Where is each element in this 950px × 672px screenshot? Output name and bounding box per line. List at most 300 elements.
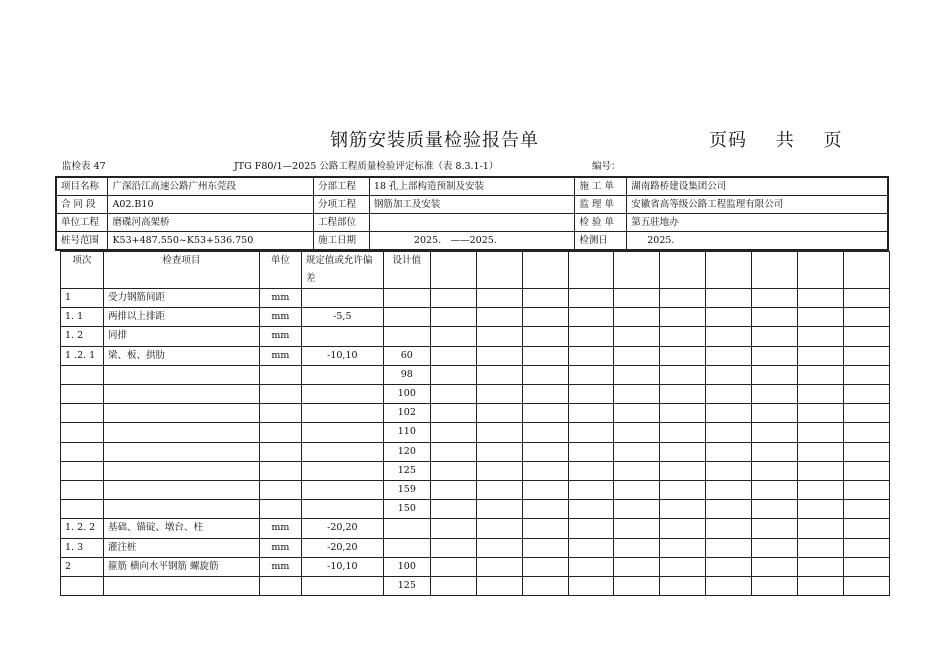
measure-cell: [476, 308, 522, 327]
measure-cell: [476, 577, 522, 596]
row-no: 1. 2. 2: [61, 519, 104, 538]
row-unit: mm: [259, 557, 301, 576]
measure-cell: [706, 481, 752, 500]
measure-cell: [706, 385, 752, 404]
row-item: 箍筋 横向水平钢筋 螺旋筋: [103, 557, 259, 576]
measure-cell: [568, 481, 614, 500]
station-range-label: 桩号范围: [56, 232, 108, 251]
table-row: [61, 538, 890, 557]
row-design: 100: [383, 385, 430, 404]
measure-cell: [798, 519, 844, 538]
table-row: [61, 423, 890, 442]
measure-cell: [752, 404, 798, 423]
info-row: [56, 196, 888, 214]
row-tolerance: -20,20: [301, 538, 383, 557]
table-row: [61, 289, 890, 308]
measure-cell: [614, 385, 660, 404]
measure-cell: [798, 404, 844, 423]
table-row: [61, 500, 890, 519]
measure-cell: [522, 442, 568, 461]
measure-cell: [614, 423, 660, 442]
measure-cell: [752, 577, 798, 596]
measure-cell: [798, 481, 844, 500]
table-row: [61, 519, 890, 538]
row-unit: mm: [259, 327, 301, 346]
row-tolerance: [301, 289, 383, 308]
measure-cell: [706, 252, 752, 289]
unit-project-label: 单位工程: [56, 214, 108, 232]
measure-cell: [752, 500, 798, 519]
measure-cell: [614, 557, 660, 576]
measure-cell: [430, 442, 476, 461]
measure-cell: [798, 557, 844, 576]
page-number-label: [709, 126, 864, 152]
measure-cell: [660, 327, 706, 346]
measure-cell: [430, 481, 476, 500]
row-design: 98: [383, 365, 430, 384]
measure-cell: [522, 519, 568, 538]
measure-cell: [752, 519, 798, 538]
info-row: [56, 232, 888, 251]
measure-cell: [660, 557, 706, 576]
measure-cell: [706, 557, 752, 576]
measure-cell: [522, 461, 568, 480]
measure-cell: [660, 289, 706, 308]
measure-cell: [752, 346, 798, 365]
measure-cell: [843, 461, 889, 480]
contractor-label: 施 工 单: [575, 177, 627, 196]
table-row: [61, 442, 890, 461]
measure-cell: [706, 538, 752, 557]
measure-cell: [798, 385, 844, 404]
measure-cell: [476, 252, 522, 289]
row-design: [383, 327, 430, 346]
measure-cell: [843, 481, 889, 500]
row-item: 基础、锚碇、墩台、柱: [103, 519, 259, 538]
measure-cell: [430, 461, 476, 480]
tolerance-line-1: 规定值或允许偏: [305, 255, 373, 266]
measure-cell: [660, 423, 706, 442]
measure-cell: [843, 557, 889, 576]
row-item: 同排: [103, 327, 259, 346]
measure-cell: [614, 519, 660, 538]
measure-cell: [430, 557, 476, 576]
measure-cell: [522, 385, 568, 404]
row-no: [61, 442, 104, 461]
measure-cell: [752, 252, 798, 289]
row-tolerance: [301, 481, 383, 500]
measure-cell: [843, 577, 889, 596]
row-item: 梁、板、拱肋: [103, 346, 259, 365]
table-row: [61, 577, 890, 596]
inspector-label: 检 验 单: [575, 214, 627, 232]
row-no: 1. 1: [61, 308, 104, 327]
project-name-value: 广深沿江高速公路广州东莞段: [108, 177, 314, 196]
measure-cell: [614, 327, 660, 346]
row-design: [383, 519, 430, 538]
measure-cell: [522, 557, 568, 576]
table-row: [61, 308, 890, 327]
measure-cell: [706, 442, 752, 461]
measure-cell: [430, 385, 476, 404]
row-item: [103, 365, 259, 384]
row-tolerance: [301, 500, 383, 519]
measure-cell: [522, 404, 568, 423]
measure-cell: [706, 577, 752, 596]
measure-cell: [706, 308, 752, 327]
measure-cell: [614, 308, 660, 327]
measure-cell: [660, 346, 706, 365]
col-header-tolerance: [301, 252, 383, 289]
row-unit: [259, 461, 301, 480]
row-no: 1: [61, 289, 104, 308]
measure-cell: [798, 252, 844, 289]
measure-cell: [843, 404, 889, 423]
measure-cell: [476, 423, 522, 442]
row-item: 受力钢筋间距: [103, 289, 259, 308]
measure-cell: [660, 461, 706, 480]
row-tolerance: -10,10: [301, 346, 383, 365]
row-design: 100: [383, 557, 430, 576]
measure-cell: [476, 346, 522, 365]
contract-section-label: 合 同 段: [56, 196, 108, 214]
measure-cell: [614, 404, 660, 423]
measure-cell: [568, 557, 614, 576]
info-row: [56, 214, 888, 232]
measure-cell: [614, 365, 660, 384]
row-unit: [259, 404, 301, 423]
row-tolerance: [301, 385, 383, 404]
measure-cell: [706, 327, 752, 346]
row-design: 102: [383, 404, 430, 423]
inspector-value: 第五驻地办: [627, 214, 888, 232]
row-no: [61, 365, 104, 384]
division-label: 分部工程: [314, 177, 370, 196]
measure-cell: [430, 423, 476, 442]
row-item: [103, 385, 259, 404]
construction-date-value: 2025. ——2025.: [369, 232, 574, 251]
test-date-label: 检测日: [575, 232, 627, 251]
row-tolerance: [301, 404, 383, 423]
measure-cell: [568, 461, 614, 480]
table-row: [61, 365, 890, 384]
row-tolerance: [301, 423, 383, 442]
row-no: 1. 2: [61, 327, 104, 346]
row-tolerance: [301, 442, 383, 461]
row-design: 125: [383, 577, 430, 596]
measure-cell: [614, 442, 660, 461]
row-item: 两排以上排距: [103, 308, 259, 327]
supervisor-value: 安徽省高等级公路工程监理有限公司: [627, 196, 888, 214]
measure-cell: [522, 289, 568, 308]
measure-cell: [476, 500, 522, 519]
contract-section-value: A02.B10: [108, 196, 314, 214]
sub-item-label: 分项工程: [314, 196, 370, 214]
construction-date-label: 施工日期: [314, 232, 370, 251]
row-tolerance: -20,20: [301, 519, 383, 538]
measure-cell: [843, 423, 889, 442]
measure-cell: [752, 538, 798, 557]
table-row: [61, 557, 890, 576]
row-unit: [259, 385, 301, 404]
row-no: [61, 404, 104, 423]
measure-cell: [568, 404, 614, 423]
table-row: [61, 346, 890, 365]
measure-cell: [752, 557, 798, 576]
measure-cell: [752, 308, 798, 327]
measure-cell: [798, 365, 844, 384]
measure-cell: [430, 289, 476, 308]
row-design: 120: [383, 442, 430, 461]
measure-cell: [568, 538, 614, 557]
measure-cell: [614, 500, 660, 519]
measure-cell: [476, 538, 522, 557]
measure-cell: [476, 519, 522, 538]
row-tolerance: [301, 577, 383, 596]
measure-cell: [476, 442, 522, 461]
measure-cell: [430, 519, 476, 538]
row-design: 60: [383, 346, 430, 365]
col-header-design: 设计值: [383, 252, 430, 289]
measure-cell: [522, 346, 568, 365]
row-item: [103, 404, 259, 423]
sub-item-value: 钢筋加工及安装: [369, 196, 574, 214]
table-row: [61, 404, 890, 423]
measure-cell: [476, 481, 522, 500]
measure-cell: [568, 289, 614, 308]
measure-cell: [706, 289, 752, 308]
row-item: [103, 442, 259, 461]
measure-cell: [660, 577, 706, 596]
measure-cell: [430, 500, 476, 519]
measure-cell: [522, 308, 568, 327]
measure-cell: [752, 442, 798, 461]
row-unit: mm: [259, 346, 301, 365]
row-design: 110: [383, 423, 430, 442]
measure-cell: [522, 538, 568, 557]
measure-cell: [614, 289, 660, 308]
measure-cell: [660, 385, 706, 404]
row-unit: [259, 577, 301, 596]
measure-cell: [476, 461, 522, 480]
project-name-label: 项目名称: [56, 177, 108, 196]
tolerance-line-2: 差: [305, 273, 316, 284]
measure-cell: [476, 289, 522, 308]
measure-cell: [798, 327, 844, 346]
measure-cell: [798, 500, 844, 519]
measure-cell: [568, 365, 614, 384]
measure-cell: [798, 442, 844, 461]
measure-cell: [660, 538, 706, 557]
location-value: [369, 214, 574, 232]
measure-cell: [568, 577, 614, 596]
row-unit: mm: [259, 308, 301, 327]
row-item: [103, 481, 259, 500]
measure-cell: [476, 385, 522, 404]
form-number: 监检表 47: [62, 161, 106, 172]
measure-cell: [522, 423, 568, 442]
row-unit: [259, 442, 301, 461]
measure-cell: [476, 404, 522, 423]
measure-cell: [752, 423, 798, 442]
location-label: 工程部位: [314, 214, 370, 232]
measure-cell: [568, 423, 614, 442]
measure-cell: [843, 289, 889, 308]
measure-cell: [660, 404, 706, 423]
measure-cell: [522, 252, 568, 289]
measure-cell: [752, 461, 798, 480]
row-tolerance: [301, 365, 383, 384]
row-unit: [259, 481, 301, 500]
measure-cell: [522, 577, 568, 596]
measure-cell: [706, 423, 752, 442]
measure-cell: [522, 365, 568, 384]
measure-cell: [843, 519, 889, 538]
measure-cell: [752, 289, 798, 308]
row-unit: mm: [259, 289, 301, 308]
table-row: [61, 481, 890, 500]
measure-cell: [476, 327, 522, 346]
table-row: [61, 327, 890, 346]
row-tolerance: [301, 327, 383, 346]
table-header-row: [61, 252, 890, 289]
measure-cell: [430, 538, 476, 557]
measure-cell: [798, 423, 844, 442]
measure-cell: [660, 442, 706, 461]
row-item: 灌注桩: [103, 538, 259, 557]
measure-cell: [430, 346, 476, 365]
row-unit: [259, 500, 301, 519]
measure-cell: [522, 327, 568, 346]
row-item: [103, 577, 259, 596]
measure-cell: [660, 519, 706, 538]
measure-cell: [430, 404, 476, 423]
row-design: [383, 289, 430, 308]
measure-cell: [568, 327, 614, 346]
project-info-table: [55, 176, 889, 251]
measure-cell: [843, 327, 889, 346]
measure-cell: [568, 500, 614, 519]
row-no: [61, 500, 104, 519]
measure-cell: [614, 481, 660, 500]
measure-cell: [752, 385, 798, 404]
row-no: 1. 3: [61, 538, 104, 557]
measure-cell: [843, 385, 889, 404]
measure-cell: [798, 538, 844, 557]
measure-cell: [798, 461, 844, 480]
row-no: [61, 461, 104, 480]
measure-cell: [752, 481, 798, 500]
row-item: [103, 461, 259, 480]
measure-cell: [660, 365, 706, 384]
row-tolerance: -10,10: [301, 557, 383, 576]
measure-cell: [568, 252, 614, 289]
measure-cell: [568, 442, 614, 461]
row-design: 150: [383, 500, 430, 519]
page-word-1: 页码: [709, 130, 747, 151]
col-header-unit: 单位: [259, 252, 301, 289]
table-row: [61, 461, 890, 480]
row-no: [61, 577, 104, 596]
measure-cell: [843, 538, 889, 557]
measure-cell: [522, 481, 568, 500]
inspection-table: [60, 251, 890, 596]
measure-cell: [568, 308, 614, 327]
station-range-value: K53+487.550~K53+536.750: [108, 232, 314, 251]
row-design: [383, 538, 430, 557]
col-header-item: 检查项目: [103, 252, 259, 289]
standard-reference: JTG F80/1—2025 公路工程质量检验评定标准（表 8.3.1-1）: [234, 161, 499, 172]
measure-cell: [798, 289, 844, 308]
measure-cell: [706, 365, 752, 384]
row-no: 2: [61, 557, 104, 576]
measure-cell: [568, 519, 614, 538]
row-unit: [259, 365, 301, 384]
measure-cell: [660, 252, 706, 289]
measure-cell: [752, 365, 798, 384]
row-no: [61, 481, 104, 500]
table-row: [61, 385, 890, 404]
measure-cell: [706, 500, 752, 519]
measure-cell: [476, 365, 522, 384]
row-unit: mm: [259, 519, 301, 538]
row-tolerance: [301, 461, 383, 480]
measure-cell: [614, 346, 660, 365]
measure-cell: [706, 404, 752, 423]
measure-cell: [430, 577, 476, 596]
row-item: [103, 423, 259, 442]
measure-cell: [568, 346, 614, 365]
row-tolerance: -5,5: [301, 308, 383, 327]
measure-cell: [614, 252, 660, 289]
contractor-value: 湖南路桥建设集团公司: [627, 177, 888, 196]
measure-cell: [430, 365, 476, 384]
measure-cell: [843, 252, 889, 289]
measure-cell: [660, 500, 706, 519]
supervisor-label: 监 理 单: [575, 196, 627, 214]
row-no: [61, 385, 104, 404]
page-word-2: 共: [775, 130, 795, 151]
row-design: [383, 308, 430, 327]
measure-cell: [568, 385, 614, 404]
measure-cell: [843, 346, 889, 365]
measure-cell: [843, 442, 889, 461]
row-unit: mm: [259, 538, 301, 557]
division-value: 18 孔上部构造预制及安装: [369, 177, 574, 196]
measure-cell: [706, 346, 752, 365]
measure-cell: [614, 461, 660, 480]
report-title: 钢筋安装质量检验报告单: [330, 130, 539, 151]
measure-cell: [660, 308, 706, 327]
measure-cell: [798, 308, 844, 327]
row-design: 159: [383, 481, 430, 500]
row-no: [61, 423, 104, 442]
measure-cell: [430, 308, 476, 327]
measure-cell: [843, 308, 889, 327]
measure-cell: [843, 365, 889, 384]
measure-cell: [752, 327, 798, 346]
row-design: 125: [383, 461, 430, 480]
measure-cell: [476, 557, 522, 576]
measure-cell: [798, 577, 844, 596]
row-item: [103, 500, 259, 519]
measure-cell: [660, 481, 706, 500]
test-date-value: 2025.: [627, 232, 888, 251]
measure-cell: [706, 519, 752, 538]
measure-cell: [430, 327, 476, 346]
row-unit: [259, 423, 301, 442]
serial-number-label: 编号：: [592, 161, 621, 172]
